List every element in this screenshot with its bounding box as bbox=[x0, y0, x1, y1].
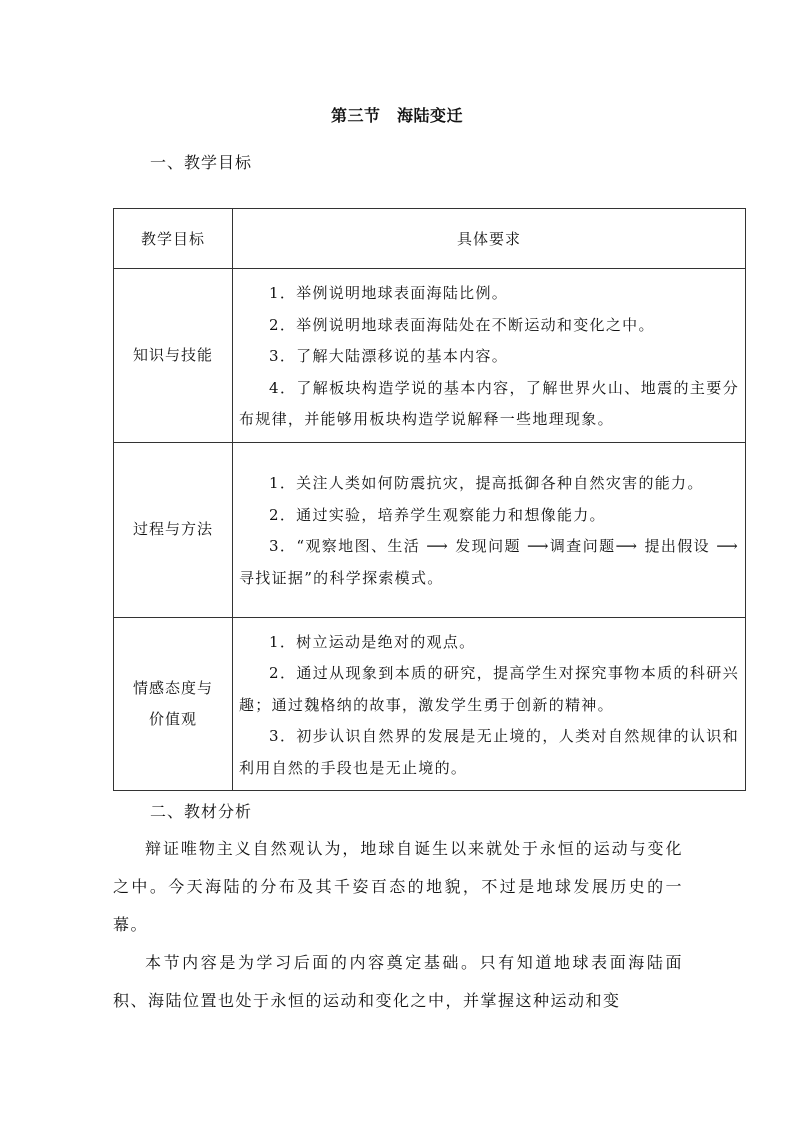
table-row bbox=[114, 442, 746, 617]
category-line: 价值观 bbox=[148, 709, 197, 728]
requirement-item: 1．举例说明地球表面海陆比例。 bbox=[269, 284, 509, 302]
table-row bbox=[114, 617, 746, 791]
requirements-cell bbox=[233, 617, 746, 791]
section-heading-teaching-goals: 一、教学目标 bbox=[150, 153, 253, 172]
table-row bbox=[114, 269, 746, 443]
category-line: 情感态度与 bbox=[132, 678, 213, 697]
requirement-item: 1．树立运动是绝对的观点。 bbox=[269, 632, 476, 651]
requirement-item: 2．通过从现象到本质的研究，提高学生对探究事物本质的科研兴趣；通过魏格纳的故事，激发学生勇于创新的精神。 bbox=[239, 664, 739, 714]
section-heading-textbook-analysis: 二、教材分析 bbox=[150, 802, 253, 821]
requirement-item: 3．了解大陆漂移说的基本内容。 bbox=[269, 347, 509, 365]
textbook-analysis-body bbox=[113, 830, 683, 1020]
requirements-cell bbox=[233, 442, 746, 617]
category-cell bbox=[114, 617, 233, 791]
teaching-goals-table bbox=[113, 208, 746, 791]
requirement-item: 2．举例说明地球表面海陆处在不断运动和变化之中。 bbox=[269, 315, 655, 334]
category-cell: 知识与技能 bbox=[114, 269, 233, 443]
category-cell: 过程与方法 bbox=[114, 442, 233, 617]
page-title: 第三节 海陆变迁 bbox=[330, 106, 463, 125]
table-header-requirements: 具体要求 bbox=[233, 209, 746, 269]
body-paragraph: 辩证唯物主义自然观认为，地球自诞生以来就处于永恒的运动与变化之中。今天海陆的分布及其千姿百态的地貌，不过是地球发展历史的一幕。 bbox=[113, 839, 683, 934]
requirement-item: 3．初步认识自然界的发展是无止境的，人类对自然规律的认识和利用自然的手段也是无止境的。 bbox=[239, 727, 739, 777]
requirement-item: 4．了解板块构造学说的基本内容，了解世界火山、地震的主要分布规律，并能够用板块构造学说解释一些地理现象。 bbox=[239, 378, 739, 428]
table-header-goal: 教学目标 bbox=[114, 209, 233, 269]
requirement-item: 2．通过实验，培养学生观察能力和想像能力。 bbox=[269, 505, 606, 524]
requirement-item: 1．关注人类如何防震抗灾，提高抵御各种自然灾害的能力。 bbox=[269, 474, 704, 492]
body-paragraph: 本节内容是为学习后面的内容奠定基础。只有知道地球表面海陆面积、海陆位置也处于永恒的运动和变化之中，并掌握这种运动和变 bbox=[113, 953, 683, 1010]
requirement-item: 3．“观察地图、生活 ⟶ 发现问题 ⟶调查问题⟶ 提出假设 ⟶ 寻找证据”的科学探索模式。 bbox=[239, 537, 739, 587]
requirements-cell bbox=[233, 269, 746, 443]
table-header-row bbox=[114, 209, 746, 269]
